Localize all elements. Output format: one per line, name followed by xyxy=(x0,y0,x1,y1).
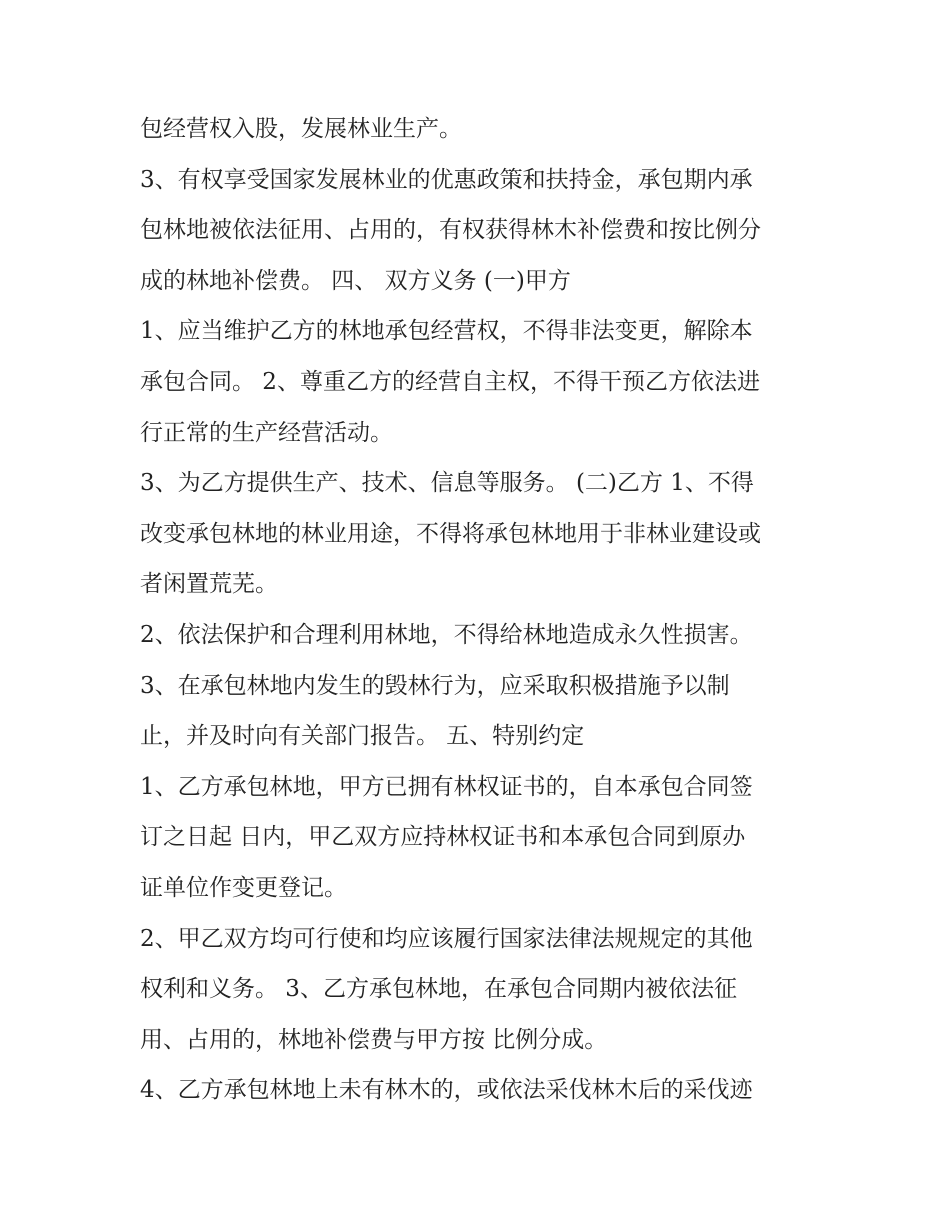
text-line: 行正常的生产经营活动。 xyxy=(140,419,393,446)
text-line: 者闲置荒芜。 xyxy=(140,571,278,598)
text-line: 成的林地补偿费。 四、 双方义务 (一)甲方 xyxy=(140,267,571,294)
text-line: 证单位作变更登记。 xyxy=(140,874,347,901)
text-line: 权利和义务。 3、乙方承包林地，在承包合同期内被依法征 xyxy=(140,976,737,1003)
text-line: 订之日起 日内，甲乙双方应持林权证书和本承包合同到原办 xyxy=(140,824,746,851)
text-line: 1、应当维护乙方的林地承包经营权，不得非法变更，解除本 xyxy=(140,318,753,345)
text-line: 止，并及时向有关部门报告。 五、特别约定 xyxy=(140,723,585,750)
text-line: 改变承包林地的林业用途，不得将承包林地用于非林业建设或 xyxy=(140,520,761,547)
text-line: 用、占用的，林地补偿费与甲方按 比例分成。 xyxy=(140,1026,608,1053)
text-line: 3、为乙方提供生产、技术、信息等服务。 (二)乙方 1、不得 xyxy=(140,470,754,497)
text-line: 包经营权入股，发展林业生产。 xyxy=(140,116,462,142)
text-line: 4、乙方承包林地上未有林木的，或依法采伐林木后的采伐迹 xyxy=(140,1077,753,1104)
text-line: 3、在承包林地内发生的毁林行为，应采取积极措施予以制 xyxy=(140,672,730,699)
text-line: 2、甲乙双方均可行使和均应该履行国家法律法规规定的其他 xyxy=(140,925,753,952)
text-line: 2、依法保护和合理利用林地，不得给林地造成永久性损害。 xyxy=(140,621,753,648)
text-line: 1、乙方承包林地，甲方已拥有林权证书的，自本承包合同签 xyxy=(140,773,753,800)
text-line: 包林地被依法征用、占用的，有权获得林木补偿费和按比例分 xyxy=(140,217,761,244)
text-line: 3、有权享受国家发展林业的优惠政策和扶持金，承包期内承 xyxy=(140,166,753,193)
contract-text-body xyxy=(140,104,830,1116)
text-line: 承包合同。 2、尊重乙方的经营自主权，不得干预乙方依法进 xyxy=(140,368,760,395)
